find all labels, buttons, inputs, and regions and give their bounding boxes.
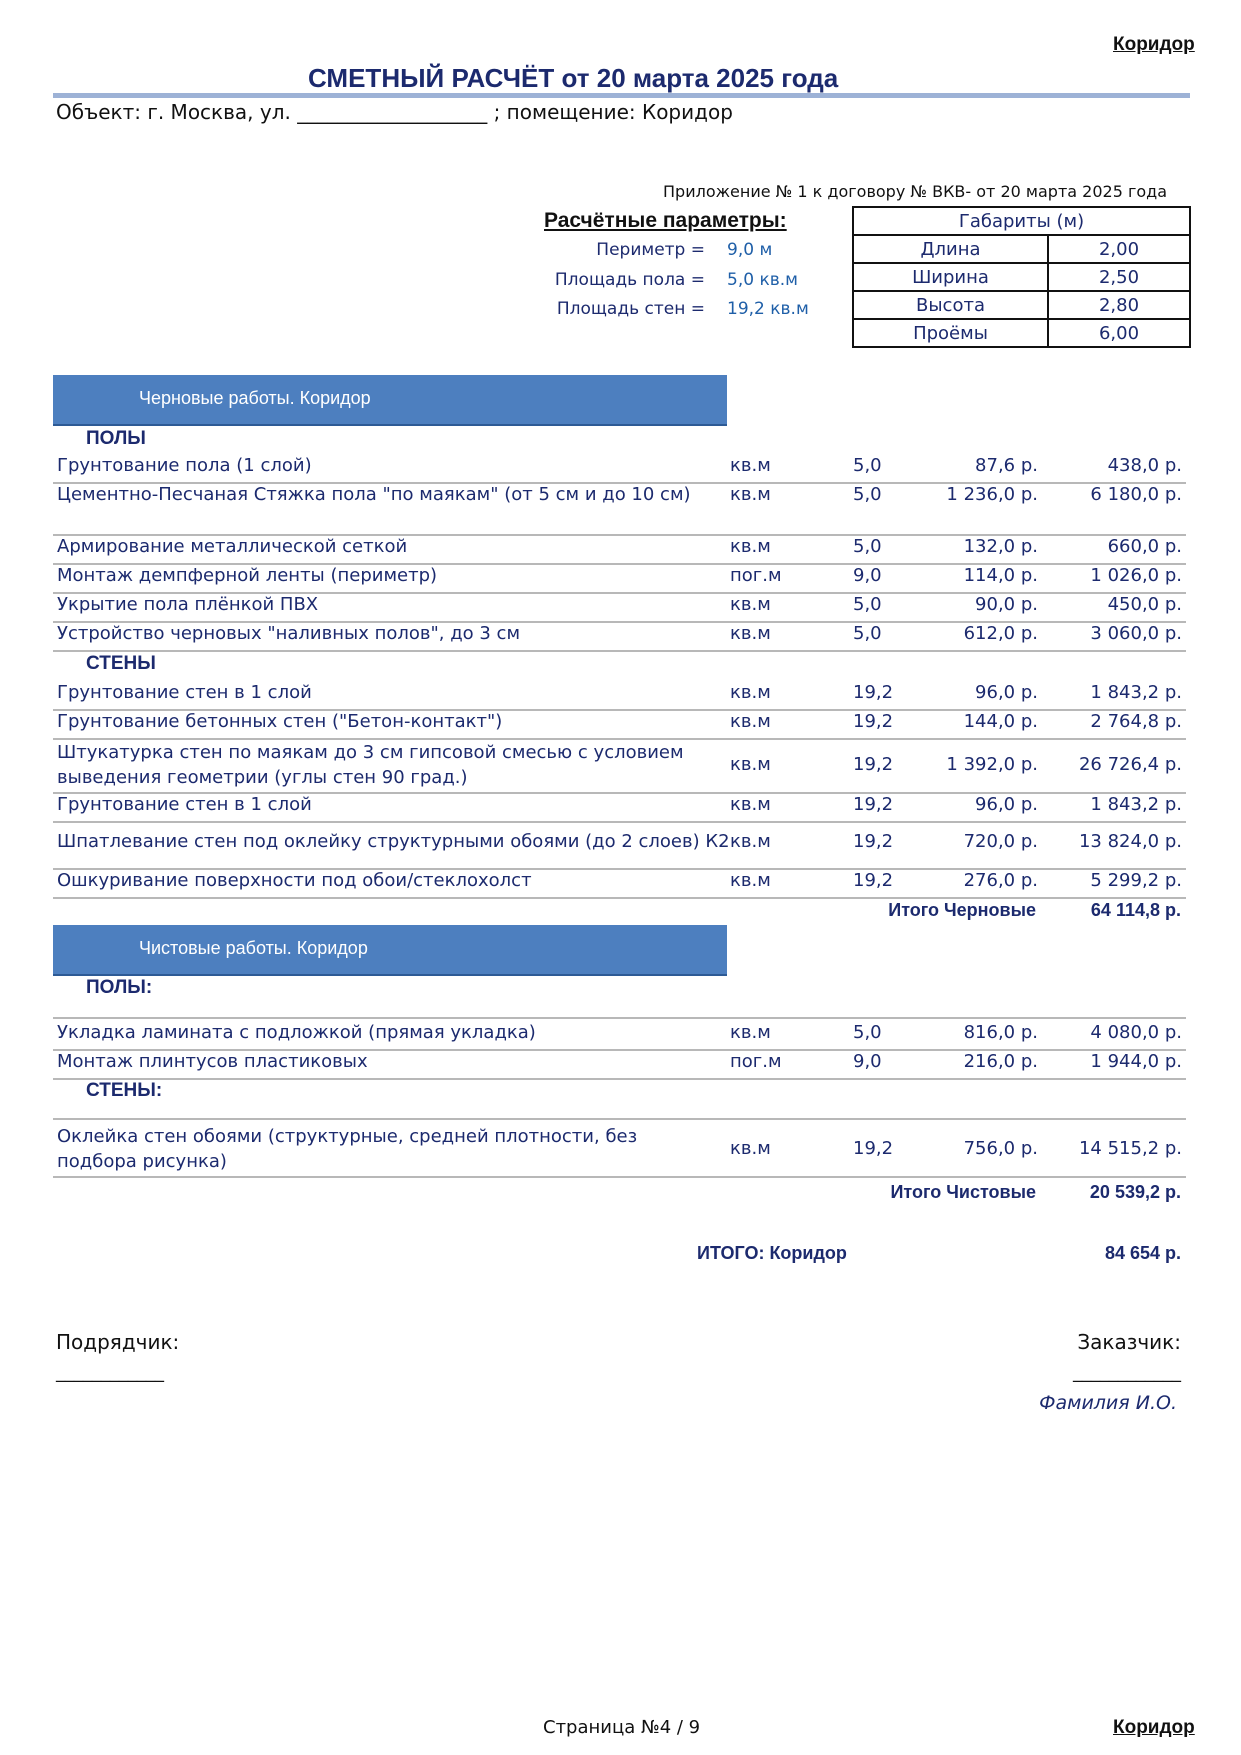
row-description: Грунтование пола (1 слой) [57, 455, 312, 476]
grand-total-value: 84 654 р. [1104, 1243, 1181, 1263]
row-price: 816,0 р. [963, 1022, 1038, 1043]
dim-label: Проёмы [853, 319, 1048, 347]
row-unit: пог.м [730, 565, 782, 586]
row-unit: кв.м [730, 794, 771, 815]
rough-walls-label: СТЕНЫ [86, 653, 156, 674]
dim-value: 6,00 [1048, 319, 1190, 347]
row-qty: 5,0 [853, 623, 882, 644]
dim-value: 2,80 [1048, 291, 1190, 319]
row-unit: кв.м [730, 623, 771, 644]
row-unit: кв.м [730, 1022, 771, 1043]
row-qty: 9,0 [853, 1051, 882, 1072]
rough-floors-label: ПОЛЫ [86, 428, 146, 449]
row-total: 26 726,4 р. [1078, 754, 1182, 775]
param-value: 5,0 кв.м [727, 270, 798, 290]
row-total: 2 764,8 р. [1090, 711, 1182, 732]
row-qty: 19,2 [853, 1138, 894, 1159]
finish-subtotal-value: 20 539,2 р. [1089, 1182, 1181, 1202]
dim-label: Высота [853, 291, 1048, 319]
row-total: 660,0 р. [1107, 536, 1182, 557]
row-price: 96,0 р. [975, 794, 1038, 815]
row-unit: кв.м [730, 484, 771, 505]
divider [53, 1017, 1186, 1019]
table-row [53, 823, 1186, 870]
contractor-label: Подрядчик: [56, 1330, 180, 1354]
table-row [53, 484, 1186, 536]
customer-label: Заказчик: [1077, 1330, 1181, 1354]
row-price: 756,0 р. [963, 1138, 1038, 1159]
page-number: Страница №4 / 9 [543, 1717, 701, 1738]
row-description: Армирование металлической сеткой [57, 536, 408, 557]
row-description: Грунтование стен в 1 слой [57, 794, 312, 815]
row-unit: кв.м [730, 754, 771, 775]
table-row [53, 565, 1186, 594]
row-description: Цементно-Песчаная Стяжка пола "по маякам" (от 5 см и до 10 см) [57, 484, 691, 505]
row-qty: 5,0 [853, 594, 882, 615]
row-qty: 19,2 [853, 754, 894, 775]
customer-signature-line: ____________ [1073, 1362, 1181, 1383]
table-row [53, 711, 1186, 740]
rough-subtotal-value: 64 114,8 р. [1090, 900, 1181, 920]
row-qty: 19,2 [853, 831, 894, 852]
param-label: Периметр = [596, 240, 705, 260]
dimensions-heading: Габариты (м) [853, 207, 1190, 235]
corner-label-top: Коридор [1113, 34, 1195, 55]
row-unit: кв.м [730, 711, 771, 732]
table-row [53, 1051, 1186, 1080]
row-total: 438,0 р. [1107, 455, 1182, 476]
row-description: Укладка ламината с подложкой (прямая укладка) [57, 1022, 536, 1043]
row-price: 1 392,0 р. [946, 754, 1038, 775]
param-value: 19,2 кв.м [727, 299, 809, 319]
row-total: 1 944,0 р. [1090, 1051, 1182, 1072]
row-total: 6 180,0 р. [1090, 484, 1182, 505]
row-description: Монтаж плинтусов пластиковых [57, 1051, 368, 1072]
row-qty: 5,0 [853, 455, 882, 476]
row-unit: кв.м [730, 870, 771, 891]
row-total: 4 080,0 р. [1090, 1022, 1182, 1043]
row-total: 5 299,2 р. [1090, 870, 1182, 891]
rough-subtotal-label: Итого Черновые [888, 900, 1036, 920]
finish-works-title: Чистовые работы. Коридор [139, 938, 368, 958]
row-qty: 19,2 [853, 711, 894, 732]
row-unit: пог.м [730, 1051, 782, 1072]
page-title: СМЕТНЫЙ РАСЧЁТ от 20 марта 2025 года [308, 63, 839, 93]
dim-label: Длина [853, 235, 1048, 263]
row-price: 132,0 р. [963, 536, 1038, 557]
row-total: 450,0 р. [1107, 594, 1182, 615]
row-qty: 19,2 [853, 870, 894, 891]
row-qty: 19,2 [853, 794, 894, 815]
row-description: Штукатурка стен по маякам до 3 см гипсовой смесью с условием выведения геометрии (углы стен 90 град.) [57, 742, 684, 788]
contractor-signature-line: ____________ [56, 1362, 164, 1383]
row-total: 1 843,2 р. [1090, 682, 1182, 703]
table-row [53, 794, 1186, 823]
row-total: 3 060,0 р. [1090, 623, 1182, 644]
table-row [53, 536, 1186, 565]
dimensions-table [852, 206, 1191, 348]
param-label: Площадь пола = [554, 270, 705, 290]
row-qty: 5,0 [853, 484, 882, 505]
row-price: 1 236,0 р. [946, 484, 1038, 505]
row-qty: 9,0 [853, 565, 882, 586]
row-total: 1 843,2 р. [1090, 794, 1182, 815]
row-description: Оклейка стен обоями (структурные, средней плотности, без подбора рисунка) [57, 1126, 638, 1172]
finish-works-banner [53, 925, 727, 976]
table-row [53, 455, 1186, 484]
table-row [53, 594, 1186, 623]
corner-label-bottom: Коридор [1113, 1717, 1195, 1738]
row-total: 14 515,2 р. [1078, 1138, 1182, 1159]
row-qty: 5,0 [853, 1022, 882, 1043]
row-price: 96,0 р. [975, 682, 1038, 703]
divider [53, 1118, 1186, 1120]
grand-total-label: ИТОГО: Коридор [697, 1243, 847, 1263]
row-price: 276,0 р. [963, 870, 1038, 891]
title-rule [53, 93, 1190, 98]
customer-name: Фамилия И.О. [1039, 1392, 1177, 1414]
params-heading: Расчётные параметры: [544, 209, 787, 232]
table-row [53, 1022, 1186, 1051]
row-price: 720,0 р. [963, 831, 1038, 852]
param-value: 9,0 м [727, 240, 773, 260]
row-price: 87,6 р. [975, 455, 1038, 476]
appendix-line: Приложение № 1 к договору № ВКВ- от 20 марта 2025 года [663, 182, 1168, 201]
table-row [53, 682, 1186, 711]
rough-works-banner [53, 375, 727, 426]
row-unit: кв.м [730, 1138, 771, 1159]
dim-label: Ширина [853, 263, 1048, 291]
row-description: Монтаж демпферной ленты (периметр) [57, 565, 438, 586]
row-description: Ошкуривание поверхности под обои/стеклохолст [57, 870, 532, 891]
row-description: Грунтование бетонных стен ("Бетон-контакт") [57, 711, 503, 732]
table-row [53, 740, 1186, 794]
row-description: Укрытие пола плёнкой ПВХ [57, 594, 319, 615]
finish-walls-label: СТЕНЫ: [86, 1080, 163, 1101]
row-unit: кв.м [730, 594, 771, 615]
dim-value: 2,50 [1048, 263, 1190, 291]
row-unit: кв.м [730, 831, 771, 852]
row-price: 612,0 р. [963, 623, 1038, 644]
row-qty: 19,2 [853, 682, 894, 703]
row-unit: кв.м [730, 536, 771, 557]
row-description: Грунтование стен в 1 слой [57, 682, 312, 703]
param-label: Площадь стен = [556, 299, 705, 319]
row-unit: кв.м [730, 682, 771, 703]
table-row [53, 1124, 1186, 1178]
finish-subtotal-label: Итого Чистовые [890, 1182, 1036, 1202]
object-line: Объект: г. Москва, ул. ___________________ ; помещение: Коридор [56, 100, 733, 124]
rough-works-title: Черновые работы. Коридор [139, 388, 371, 408]
row-price: 216,0 р. [963, 1051, 1038, 1072]
table-row [53, 870, 1186, 899]
row-price: 114,0 р. [963, 565, 1038, 586]
row-total: 1 026,0 р. [1090, 565, 1182, 586]
row-description: Шпатлевание стен под оклейку структурными обоями (до 2 слоев) К2 [57, 831, 730, 852]
row-price: 144,0 р. [963, 711, 1038, 732]
table-row [53, 623, 1186, 652]
dim-value: 2,00 [1048, 235, 1190, 263]
row-qty: 5,0 [853, 536, 882, 557]
finish-floors-label: ПОЛЫ: [86, 977, 153, 998]
row-price: 90,0 р. [975, 594, 1038, 615]
row-total: 13 824,0 р. [1078, 831, 1182, 852]
row-description: Устройство черновых "наливных полов", до 3 см [57, 623, 521, 644]
row-unit: кв.м [730, 455, 771, 476]
